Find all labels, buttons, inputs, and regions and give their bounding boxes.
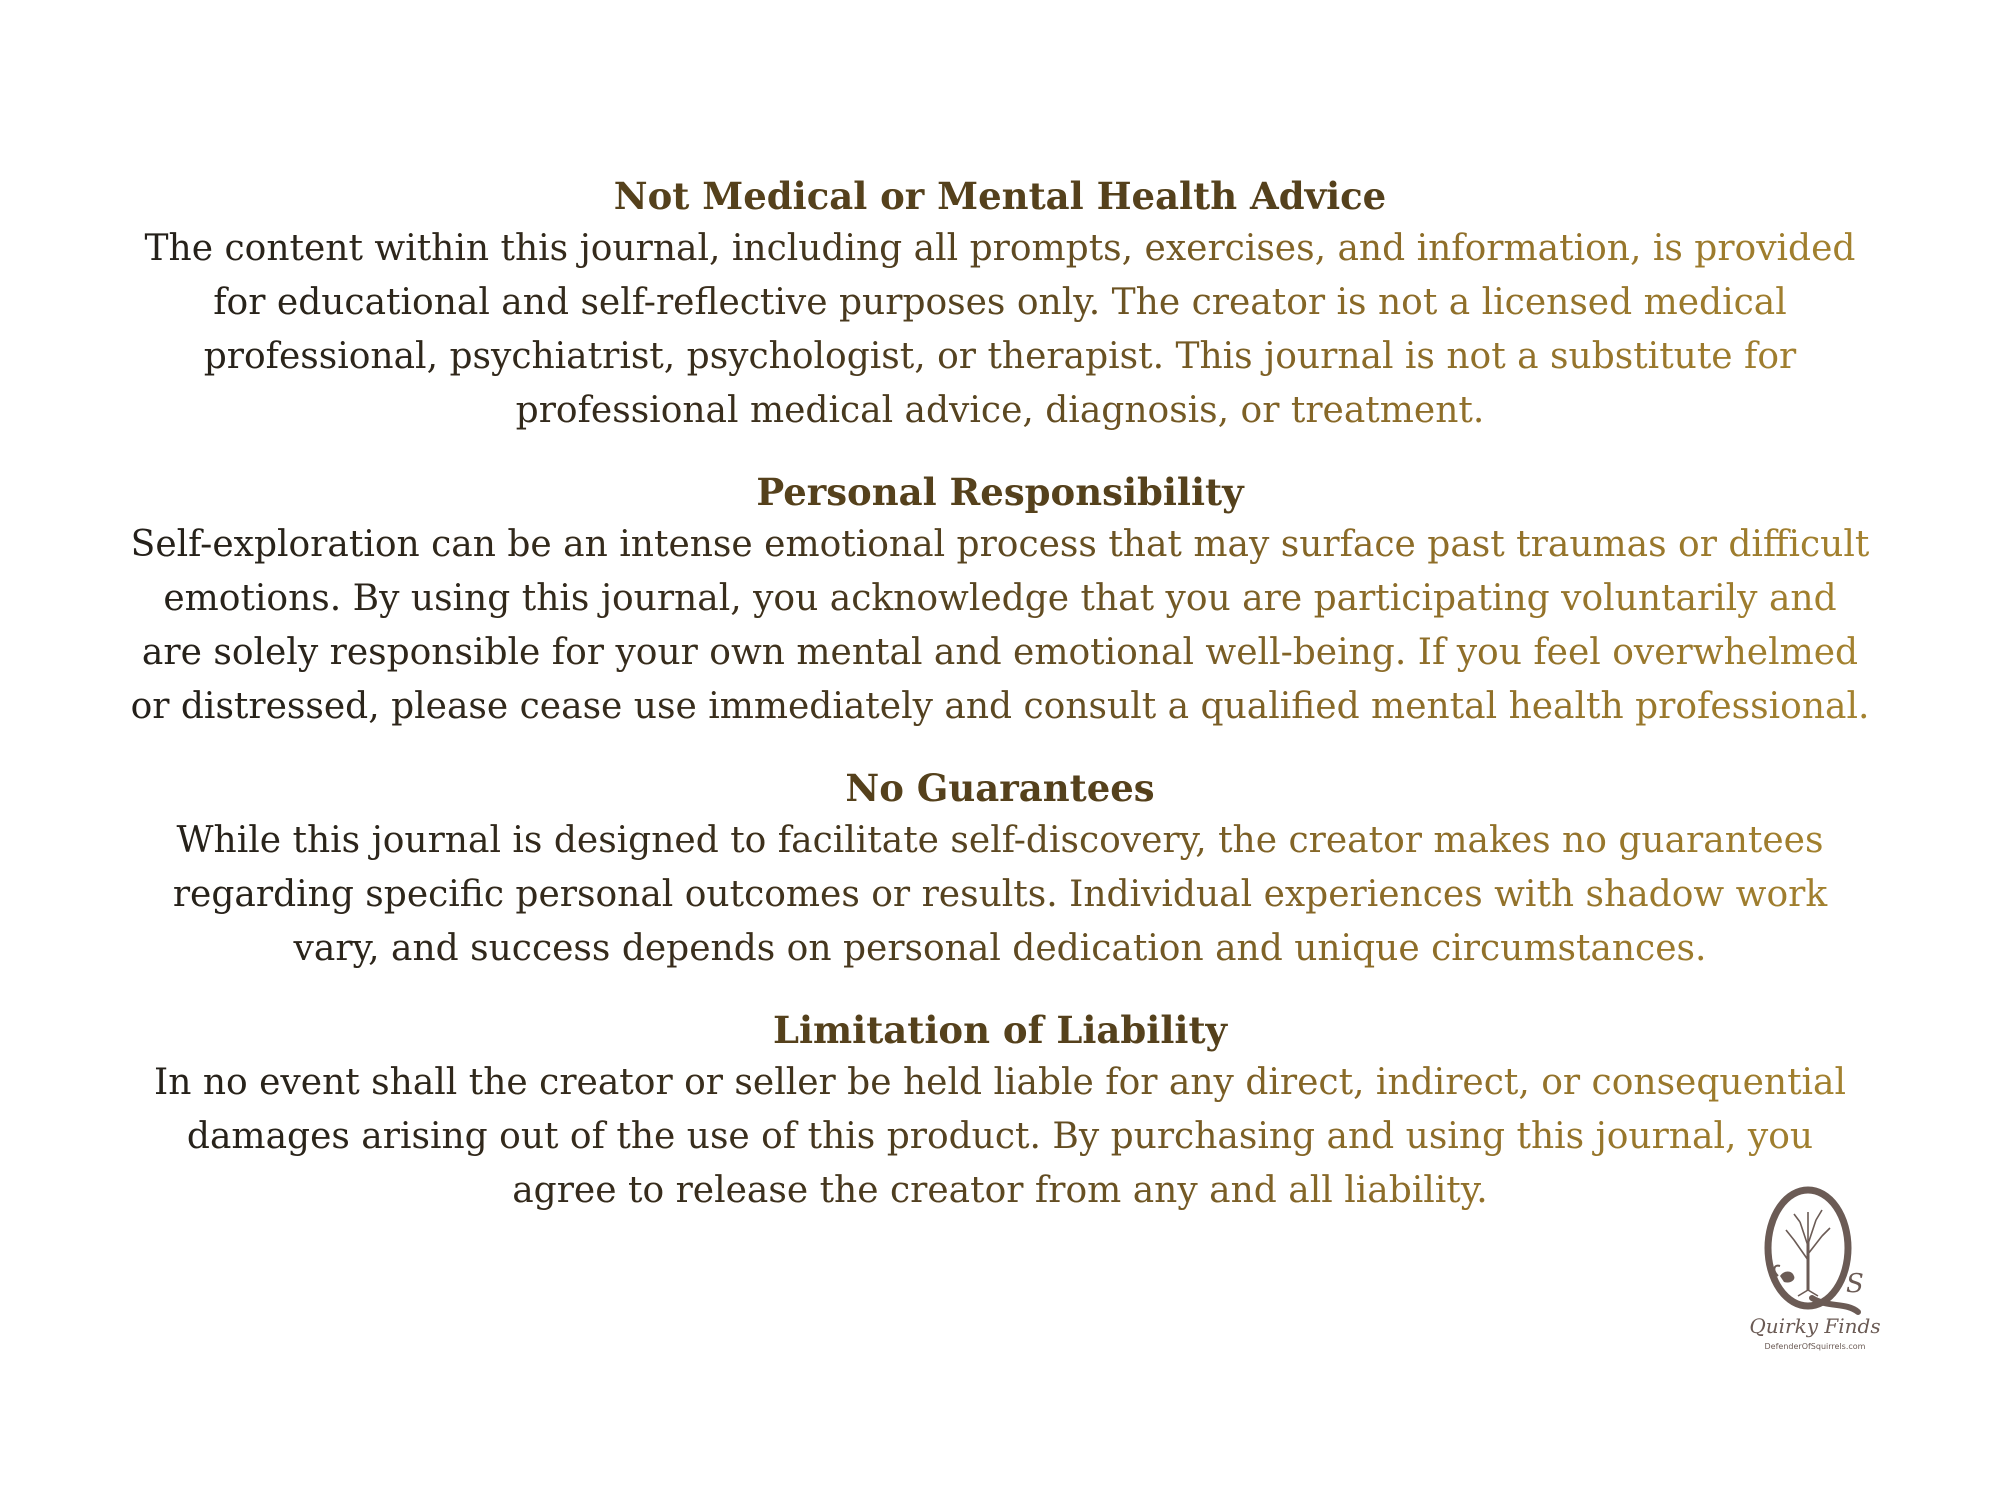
- logo-name: Quirky Finds: [1749, 1314, 1881, 1338]
- section-heading: No Guarantees: [845, 766, 1155, 810]
- section-medical-advice: [130, 170, 1870, 438]
- quirky-finds-logo: [1740, 1180, 1890, 1370]
- section-body: While this journal is designed to facilitate self-discovery, the creator makes no guarantees regarding specific personal outcomes or results. Individual experiences with shadow work vary, and success depends on personal dedication and unique circumstances.: [130, 814, 1870, 976]
- section-body: In no event shall the creator or seller be held liable for any direct, indirect, or consequential damages arising out of the use of this product. By purchasing and using this journal, you agree to release the creator from any and all liability.: [130, 1056, 1870, 1218]
- disclaimer-page: [130, 170, 1870, 1246]
- logo-site: DefenderOfSquirrels.com: [1764, 1342, 1866, 1351]
- tree-monogram-icon: [1750, 1180, 1880, 1320]
- section-heading: Personal Responsibility: [756, 470, 1244, 514]
- section-body: The content within this journal, including all prompts, exercises, and information, is provided for educational and self-reflective purposes only. The creator is not a licensed medical professional, psychiatrist, psychologist, or therapist. This journal is not a substitute for professional medical advice, diagnosis, or treatment.: [130, 222, 1870, 438]
- section-personal-responsibility: [130, 466, 1870, 734]
- section-heading: Not Medical or Mental Health Advice: [613, 174, 1387, 218]
- section-no-guarantees: [130, 762, 1870, 976]
- svg-text:S: S: [1846, 1269, 1864, 1299]
- section-limitation-of-liability: [130, 1004, 1870, 1218]
- section-heading: Limitation of Liability: [772, 1008, 1228, 1052]
- section-body: Self-exploration can be an intense emotional process that may surface past traumas or difficult emotions. By using this journal, you acknowledge that you are participating voluntarily and are solely responsible for your own mental and emotional well-being. If you feel overwhelmed or distressed, please cease use immediately and consult a qualified mental health professional.: [130, 518, 1870, 734]
